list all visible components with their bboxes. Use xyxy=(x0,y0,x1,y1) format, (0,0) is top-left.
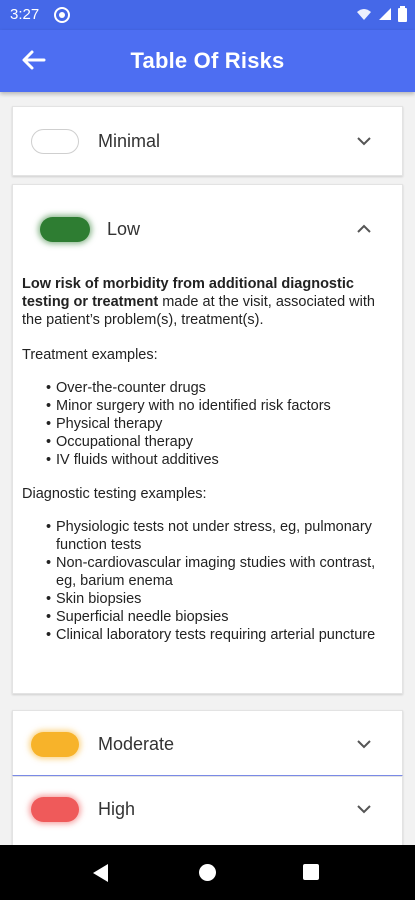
chevron-down-icon[interactable] xyxy=(356,736,372,752)
risk-card-header[interactable] xyxy=(13,107,402,175)
chevron-down-icon[interactable] xyxy=(356,133,372,149)
risk-card-minimal[interactable] xyxy=(12,106,403,176)
risk-card-body xyxy=(13,275,402,672)
chevron-down-icon[interactable] xyxy=(356,801,372,817)
list-item: • Superficial needle biopsies xyxy=(46,608,392,626)
risk-color-indicator xyxy=(31,129,79,154)
risk-card-header[interactable] xyxy=(13,777,402,843)
risk-description-rest: made at the visit, associated with the patient’s problem(s), treatment(s). xyxy=(22,294,375,328)
list-item: • Over-the-counter drugs xyxy=(46,379,392,397)
app-bar xyxy=(0,30,415,92)
list-item: • Physical therapy xyxy=(46,415,392,433)
list-item: • Skin biopsies xyxy=(46,590,392,608)
risk-color-indicator xyxy=(40,217,90,242)
risk-card-header[interactable] xyxy=(13,711,402,777)
risk-card-moderate[interactable] xyxy=(12,710,403,776)
list-item: • IV fluids without additives xyxy=(46,451,392,469)
risk-description xyxy=(22,275,392,329)
risk-list xyxy=(0,92,415,845)
status-bar xyxy=(0,0,415,30)
chevron-up-icon[interactable] xyxy=(356,221,372,237)
wifi-icon xyxy=(356,6,372,26)
risk-card-low[interactable] xyxy=(12,184,403,694)
list-item: • Physiologic tests not under stress, eg, pulmonary function tests xyxy=(46,518,392,554)
notification-icon xyxy=(54,7,70,23)
signal-icon xyxy=(378,6,392,26)
nav-home-icon[interactable] xyxy=(199,864,216,881)
treatment-heading: Treatment examples: xyxy=(22,347,158,363)
list-item: • Occupational therapy xyxy=(46,433,392,451)
risk-label: High xyxy=(98,799,136,819)
risk-color-indicator xyxy=(31,797,79,822)
risk-card-high[interactable] xyxy=(12,776,403,845)
page-title: Table Of Risks xyxy=(130,48,285,73)
list-item: • Minor surgery with no identified risk factors xyxy=(46,397,392,415)
battery-icon xyxy=(398,6,407,26)
nav-back-icon[interactable] xyxy=(93,864,108,882)
status-time: 3:27 xyxy=(10,6,40,23)
treatment-examples-list xyxy=(46,379,392,469)
list-item: • Clinical laboratory tests requiring arterial puncture xyxy=(46,626,392,644)
status-icons xyxy=(356,6,407,26)
risk-label: Low xyxy=(107,219,141,239)
risk-color-indicator xyxy=(31,732,79,757)
risk-label: Minimal xyxy=(98,131,161,151)
risk-label: Moderate xyxy=(98,734,175,754)
nav-recents-icon[interactable] xyxy=(303,864,319,880)
system-nav-bar xyxy=(0,845,415,900)
list-item: • Non-cardiovascular imaging studies with contrast, eg, barium enema xyxy=(46,554,392,590)
diagnostic-heading: Diagnostic testing examples: xyxy=(22,486,207,502)
risk-description-bold: Low risk of morbidity from additional diagnostic testing or treatment xyxy=(22,276,354,310)
diagnostic-examples-list xyxy=(46,518,392,644)
risk-card-header[interactable] xyxy=(13,185,402,275)
